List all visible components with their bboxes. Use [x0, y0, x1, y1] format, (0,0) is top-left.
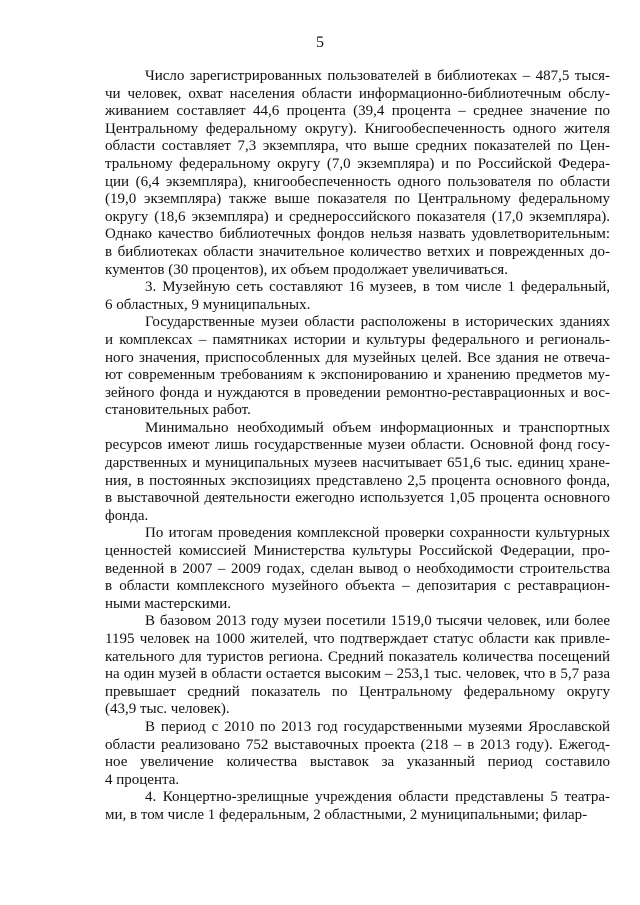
paragraph [105, 789, 610, 824]
text-line: Государственные музеи области расположены в исторических зданиях [145, 314, 610, 331]
text-line: ния, в постоянных экспозициях представлено 2,5 процента основного фонда, [105, 472, 610, 489]
text-line: в области комплексного музейного объекта – депозитария с реставрацион- [105, 578, 610, 595]
text-line: ценностей комиссией Министерства культуры Российской Федерации, про- [105, 543, 610, 560]
text-line: ции (6,4 экземпляра), книгообеспеченность одного пользователя по области [105, 173, 610, 190]
text-line: на один музей в области остается высоким – 253,1 тыс. человек, что в 5,7 раза [105, 666, 610, 683]
text-line: веденной в 2007 – 2009 годах, сделан вывод о необходимости строительства [105, 560, 610, 577]
text-line: ют современным требованиям к экспонированию и хранению предметов му- [105, 367, 610, 384]
text-line: живанием составляет 44,6 процента (39,4 процента – среднее значение по [105, 103, 610, 120]
text-line: области реализовано 752 выставочных проекта (218 – в 2013 году). Ежегод- [105, 736, 610, 753]
text-line: превышает средний показатель по Центральному федеральному округу [105, 683, 610, 700]
text-line: ными мастерскими. [105, 595, 232, 612]
text-line: округу (18,6 экземпляра) и среднероссийского показателя (17,0 экземпляра). [105, 208, 610, 225]
text-line: дарственных и муниципальных музеев насчитывает 651,6 тыс. единиц хране- [105, 455, 610, 472]
text-line: По итогам проведения комплексной проверки сохранности культурных [145, 525, 610, 542]
text-line: 1195 человек на 1000 жителей, что подтверждает статус области как привле- [105, 631, 610, 647]
text-line: (19,0 экземпляра) также выше показателя по Центральному федеральному [105, 191, 610, 208]
text-line: кательного для туристов региона. Средний показатель количества посещений [105, 648, 610, 665]
text-line: 6 областных, 9 муниципальных. [105, 296, 311, 313]
text-line: ного значения, приспособленных для музейных целей. Все здания не отвеча- [105, 349, 610, 366]
text-line: ное увеличение количества выставок за указанный период составило [105, 754, 610, 771]
text-line: 3. Музейную сеть составляют 16 музеев, в том числе 1 федеральный, [145, 279, 610, 296]
paragraph [105, 314, 610, 420]
text-line: Минимально необходимый объем информационных и транспортных [145, 419, 610, 436]
text-line: и комплексах – памятниках истории и культуры федерального и региональ- [105, 331, 610, 348]
text-line: В период с 2010 по 2013 год государственными музеями Ярославской [145, 718, 610, 735]
paragraph [105, 279, 610, 314]
text-line: зейного фонда и нуждаются в проведении ремонтно-реставрационных и вос- [105, 384, 610, 401]
text-line: 4 процента. [105, 771, 180, 788]
paragraph [105, 420, 610, 526]
text-line: в выставочной деятельности ежегодно используется 1,05 процента основного [105, 490, 610, 507]
text-line: тральному федеральному округу (7,0 экземпляра) и по Российской Федера- [105, 155, 610, 172]
text-line: Число зарегистрированных пользователей в библиотеках – 487,5 тыся- [145, 68, 610, 84]
text-line: становительных работ. [105, 402, 251, 419]
paragraph [105, 525, 610, 613]
document-body [105, 68, 610, 825]
text-line: (43,9 тыс. человек). [105, 701, 230, 718]
text-line: в библиотеках области значительное количество ветхих и поврежденных до- [105, 243, 610, 260]
text-line: чи человек, охват населения области информационно-библиотечным обслу- [105, 85, 610, 102]
text-line: Центральному федеральному округу). Книгообеспеченность одного жителя [105, 120, 610, 137]
text-line: ресурсов имеют лишь государственные музеи области. Основной фонд госу- [105, 437, 610, 454]
text-line: 4. Концертно-зрелищные учреждения области представлены 5 театра- [145, 789, 610, 806]
text-line: фонда. [105, 507, 149, 524]
text-line: кументов (30 процентов), их объем продолжает увеличиваться. [105, 261, 508, 278]
paragraph [105, 613, 610, 719]
text-line: Однако качество библиотечных фондов нельзя назвать удовлетворительным: [105, 226, 610, 243]
text-line: ми, в том числе 1 федеральным, 2 областными, 2 муниципальными; филар- [105, 806, 588, 823]
paragraph [105, 719, 610, 789]
paragraph [105, 68, 610, 279]
page-number: 5 [316, 34, 324, 51]
text-line: В базовом 2013 году музеи посетили 1519,0 тысячи человек, или более [145, 613, 610, 630]
text-line: области составляет 7,3 экземпляра, что выше средних показателей по Цен- [105, 138, 610, 155]
